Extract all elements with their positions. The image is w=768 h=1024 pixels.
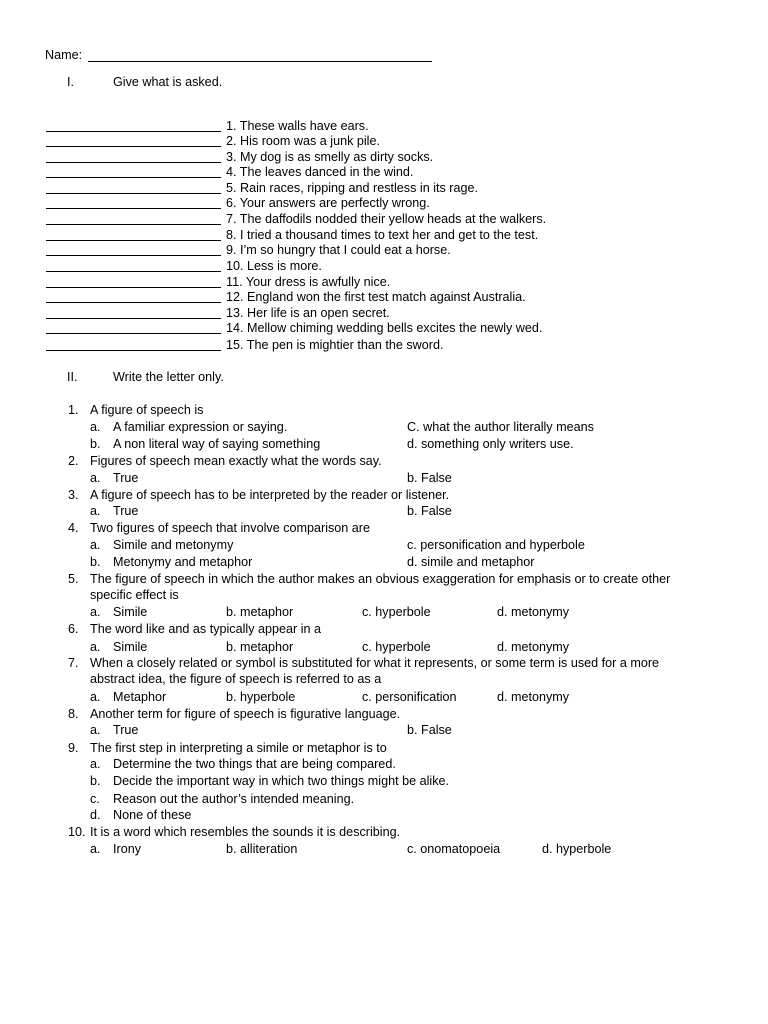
answer-blank-line[interactable] (46, 208, 221, 209)
part1-item: 7. The daffodils nodded their yellow heads at the walkers. (226, 212, 547, 226)
option-text: d. something only writers use. (407, 437, 574, 451)
option-letter: c. (90, 792, 100, 806)
question-text: Figures of speech mean exactly what the words say. (90, 454, 382, 468)
question-text: The first step in interpreting a simile or metaphor is to (90, 741, 387, 755)
question-number: 10. (68, 825, 86, 839)
question-number: 4. (68, 521, 79, 535)
option-text: c. onomatopoeia (407, 842, 501, 856)
part1-item: 5. Rain races, ripping and restless in its rage. (226, 181, 478, 195)
option-text: b. False (407, 471, 452, 485)
option-text: d. simile and metaphor (407, 555, 535, 569)
answer-blank-line[interactable] (46, 271, 221, 272)
answer-blank-line[interactable] (46, 350, 221, 351)
option-text: b. hyperbole (226, 690, 296, 704)
option-letter: a. (90, 757, 101, 771)
name-label: Name: (45, 48, 83, 62)
option-text: True (113, 471, 139, 485)
option-text: A familiar expression or saying. (113, 420, 288, 434)
question-number: 5. (68, 572, 79, 586)
question-text: A figure of speech is (90, 403, 204, 417)
option-text: b. metaphor (226, 605, 294, 619)
option-text: Simile and metonymy (113, 538, 234, 552)
question-text: A figure of speech has to be interpreted by the reader or listener. (90, 488, 450, 502)
part1-numeral: I. (67, 75, 74, 89)
answer-blank-line[interactable] (46, 162, 221, 163)
part1-item: 11. Your dress is awfully nice. (226, 275, 391, 289)
option-text: c. personification (362, 690, 457, 704)
option-letter: d. (90, 808, 101, 822)
part1-item: 3. My dog is as smelly as dirty socks. (226, 150, 434, 164)
option-letter: a. (90, 842, 101, 856)
option-text: Reason out the author’s intended meaning. (113, 792, 355, 806)
option-letter: a. (90, 723, 101, 737)
option-letter: a. (90, 538, 101, 552)
part1-item: 14. Mellow chiming wedding bells excites the newly wed. (226, 321, 543, 335)
option-text: Determine the two things that are being compared. (113, 757, 396, 771)
option-text: d. metonymy (497, 690, 570, 704)
option-text: None of these (113, 808, 192, 822)
question-text: abstract idea, the figure of speech is referred to as a (90, 672, 382, 686)
option-text: Decide the important way in which two things might be alike. (113, 774, 449, 788)
question-number: 8. (68, 707, 79, 721)
option-text: Irony (113, 842, 141, 856)
option-letter: a. (90, 420, 101, 434)
answer-blank-line[interactable] (46, 193, 221, 194)
answer-blank-line[interactable] (46, 333, 221, 334)
option-text: b. metaphor (226, 640, 294, 654)
name-blank-line[interactable] (88, 61, 432, 62)
option-text: True (113, 504, 139, 518)
option-text: d. metonymy (497, 605, 570, 619)
option-text: Simile (113, 640, 148, 654)
option-text: Metonymy and metaphor (113, 555, 253, 569)
option-text: d. hyperbole (542, 842, 612, 856)
answer-blank-line[interactable] (46, 287, 221, 288)
answer-blank-line[interactable] (46, 255, 221, 256)
option-letter: b. (90, 774, 101, 788)
question-number: 7. (68, 656, 79, 670)
part1-instruction: Give what is asked. (113, 75, 223, 89)
part1-item: 1. These walls have ears. (226, 119, 369, 133)
answer-blank-line[interactable] (46, 318, 221, 319)
part2-numeral: II. (67, 370, 78, 384)
option-text: d. metonymy (497, 640, 570, 654)
question-number: 6. (68, 622, 79, 636)
option-text: Metaphor (113, 690, 167, 704)
option-text: b. alliteration (226, 842, 298, 856)
question-number: 2. (68, 454, 79, 468)
answer-blank-line[interactable] (46, 131, 221, 132)
question-text: Another term for figure of speech is figurative language. (90, 707, 401, 721)
part1-item: 10. Less is more. (226, 259, 322, 273)
answer-blank-line[interactable] (46, 177, 221, 178)
answer-blank-line[interactable] (46, 224, 221, 225)
part1-item: 12. England won the first test match against Australia. (226, 290, 526, 304)
option-letter: a. (90, 640, 101, 654)
option-text: True (113, 723, 139, 737)
option-text: c. personification and hyperbole (407, 538, 585, 552)
part2-instruction: Write the letter only. (113, 370, 224, 384)
question-text: Two figures of speech that involve comparison are (90, 521, 371, 535)
option-letter: a. (90, 471, 101, 485)
part1-item: 8. I tried a thousand times to text her and get to the test. (226, 228, 539, 242)
part1-item: 2. His room was a junk pile. (226, 134, 380, 148)
question-text: specific effect is (90, 588, 179, 602)
question-text: It is a word which resembles the sounds it is describing. (90, 825, 401, 839)
option-text: A non literal way of saying something (113, 437, 321, 451)
option-text: b. False (407, 504, 452, 518)
question-number: 9. (68, 741, 79, 755)
option-letter: a. (90, 605, 101, 619)
option-text: C. what the author literally means (407, 420, 594, 434)
option-letter: a. (90, 690, 101, 704)
part1-item: 6. Your answers are perfectly wrong. (226, 196, 430, 210)
answer-blank-line[interactable] (46, 146, 221, 147)
option-letter: b. (90, 437, 101, 451)
part1-item: 9. I’m so hungry that I could eat a horse. (226, 243, 451, 257)
option-text: c. hyperbole (362, 640, 431, 654)
part1-item: 4. The leaves danced in the wind. (226, 165, 414, 179)
option-letter: b. (90, 555, 101, 569)
question-number: 1. (68, 403, 79, 417)
answer-blank-line[interactable] (46, 240, 221, 241)
option-letter: a. (90, 504, 101, 518)
question-text: When a closely related or symbol is substituted for what it represents, or some term is used for a more (90, 656, 660, 670)
question-number: 3. (68, 488, 79, 502)
answer-blank-line[interactable] (46, 302, 221, 303)
part1-item: 15. The pen is mightier than the sword. (226, 338, 444, 352)
question-text: The word like and as typically appear in a (90, 622, 322, 636)
option-text: Simile (113, 605, 148, 619)
question-text: The figure of speech in which the author makes an obvious exaggeration for emphasis or to create other (90, 572, 671, 586)
option-text: c. hyperbole (362, 605, 431, 619)
option-text: b. False (407, 723, 452, 737)
part1-item: 13. Her life is an open secret. (226, 306, 390, 320)
